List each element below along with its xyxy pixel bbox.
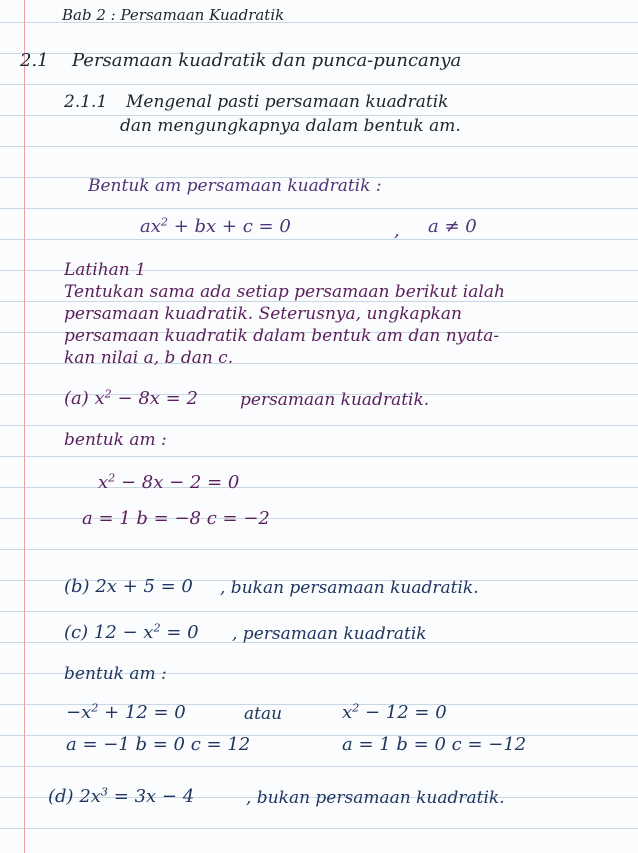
part-c-form2-x: x	[342, 702, 353, 723]
exercise-instruction-1: Tentukan sama ada setiap persamaan berikut ialah	[64, 282, 505, 302]
part-c-verdict: , persamaan kuadratik	[232, 624, 427, 644]
part-c-form1-exponent: 2	[91, 701, 99, 715]
part-d-exponent: 3	[100, 785, 109, 799]
eq-separator: ,	[394, 220, 400, 241]
part-c-form2-exponent: 2	[352, 701, 360, 715]
part-b-verdict: , bukan persamaan kuadratik.	[220, 578, 479, 598]
chapter-title: Bab 2 : Persamaan Kuadratik	[62, 6, 285, 24]
part-d-eq-rest: = 3x − 4	[113, 786, 195, 807]
eq-rest: + bx + c = 0	[173, 216, 291, 237]
eq-term-ax: ax	[140, 216, 161, 237]
part-a-verdict: persamaan kuadratik.	[240, 390, 430, 410]
exercise-instruction-3: persamaan kuadratik dalam bentuk am dan nyata-	[64, 326, 500, 346]
part-c-eq-pre: 12 − x	[93, 622, 154, 643]
part-b-eq: 2x + 5 = 0	[95, 576, 193, 597]
exercise-title: Latihan 1	[64, 260, 146, 280]
part-a-exponent: 2	[104, 387, 112, 401]
part-c-general-form-1	[66, 701, 186, 723]
part-c-eq-rest: = 0	[166, 622, 199, 643]
part-a-form-exponent: 2	[108, 471, 116, 485]
part-c-equation	[64, 621, 199, 643]
exercise-instruction-4: kan nilai a, b dan c.	[64, 348, 234, 368]
part-a-label: (a)	[64, 388, 89, 409]
part-a-general-form	[98, 471, 240, 493]
part-b-equation	[64, 578, 193, 596]
part-c-exponent: 2	[153, 621, 161, 635]
part-c-form-label: bentuk am :	[64, 664, 167, 684]
part-a-x: x	[94, 388, 105, 409]
part-a-eq-rest: − 8x = 2	[117, 388, 198, 409]
eq-exponent: 2	[160, 215, 168, 229]
part-a-equation	[64, 387, 198, 409]
exercise-instruction-2: persamaan kuadratik. Seterusnya, ungkapkan	[64, 304, 462, 324]
part-a-values: a = 1 b = −8 c = −2	[82, 508, 270, 529]
part-c-form1-pre: −x	[66, 702, 92, 723]
general-form-heading: Bentuk am persamaan kuadratik :	[88, 176, 382, 196]
general-form-condition: a ≠ 0	[428, 216, 477, 237]
part-c-values-1: a = −1 b = 0 c = 12	[66, 734, 251, 755]
subsection-line-2: dan mengungkapnya dalam bentuk am.	[120, 116, 461, 136]
part-c-values-2: a = 1 b = 0 c = −12	[342, 734, 527, 755]
general-form-equation	[140, 215, 291, 237]
section-title: Persamaan kuadratik dan punca-puncanya	[72, 50, 462, 71]
part-a-form-x: x	[98, 472, 109, 493]
part-c-form1-rest: + 12 = 0	[104, 702, 186, 723]
part-d-eq-pre: 2x	[79, 786, 101, 807]
part-a-form-label: bentuk am :	[64, 430, 167, 450]
part-d-label: (d)	[48, 786, 74, 807]
part-c-label: (c)	[64, 622, 89, 643]
subsection-line-1: Mengenal pasti persamaan kuadratik	[126, 92, 449, 112]
part-c-form2-rest: − 12 = 0	[365, 702, 447, 723]
part-a-form-rest: − 8x − 2 = 0	[121, 472, 240, 493]
part-d-equation	[48, 785, 195, 807]
part-d-verdict: , bukan persamaan kuadratik.	[246, 788, 505, 808]
part-b-label: (b)	[64, 576, 90, 597]
part-c-or: atau	[244, 704, 283, 724]
section-number: 2.1	[20, 50, 49, 71]
subsection-number: 2.1.1	[64, 92, 108, 112]
part-c-general-form-2	[342, 701, 447, 723]
